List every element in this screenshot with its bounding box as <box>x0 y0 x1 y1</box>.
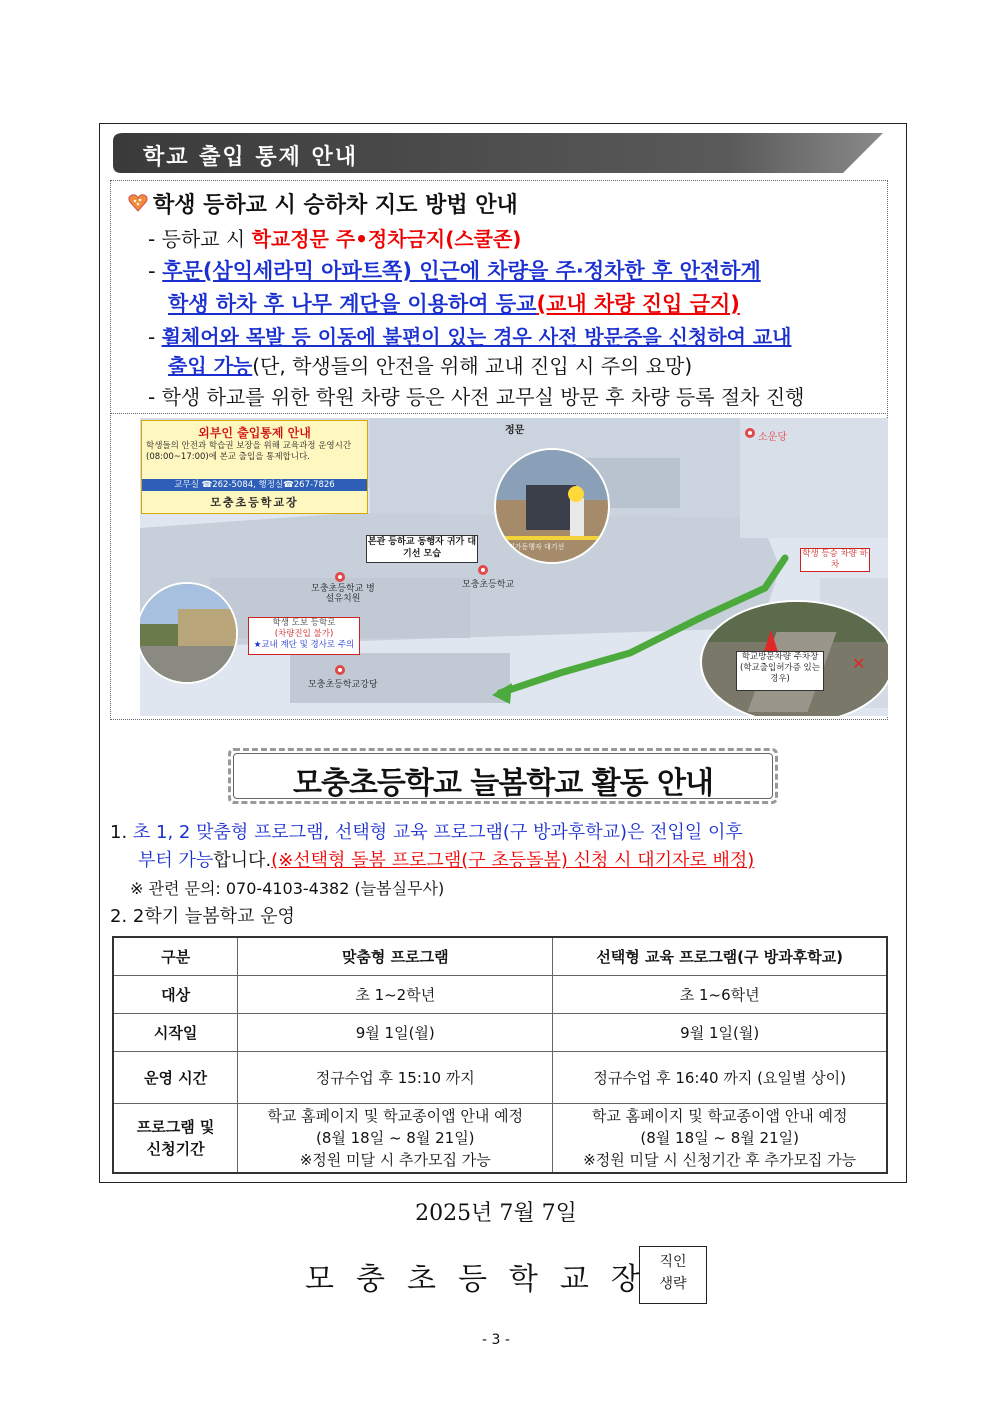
cell-elective-line-2: (8월 18일 ~ 8월 21일) <box>640 1128 799 1147</box>
cell-custom: 정규수업 후 15:10 까지 <box>238 1051 553 1103</box>
sign-phone: 교무실 ☎262-5084, 행정실☎267-7826 <box>142 479 367 491</box>
notice-line-4-dash: - <box>148 325 162 349</box>
section2-title: 모충초등학교 늘봄학교 활동 안내 <box>292 766 714 801</box>
principal-name: 모충초등학교장 <box>305 1262 662 1297</box>
dropoff-box: 학생 등승 차량 하차 <box>800 548 870 572</box>
page-number: - 3 - <box>482 1332 510 1348</box>
notice-line-2 <box>148 255 761 285</box>
parking-box: 학교방문차량 주차장 (학교출입허가증 있는 경우) <box>736 651 824 691</box>
cell-custom: 9월 1일(월) <box>238 1013 553 1051</box>
heart-icon <box>128 193 148 213</box>
walkway-box-line-1: 학생 도보 등학로 <box>272 618 336 628</box>
sign-school: 모충초등학교장 <box>210 496 299 509</box>
item1-text-a: 초 1, 2 맞춤형 프로그램, 선택형 교육 프로그램(구 방과후학교)은 전입일 이후 <box>132 822 743 843</box>
header-custom: 맞춤형 프로그램 <box>238 937 553 975</box>
cell-custom-line-1: 학교 홈페이지 및 학교종이앱 안내 예정 <box>267 1106 524 1125</box>
wheelchair-text: 휠체어와 목발 등 이동에 불편이 있는 경우 사전 방문증을 신청하여 교내 <box>161 325 792 349</box>
notice-divider <box>110 413 888 414</box>
banner-title: 학교 출입 통제 안내 <box>143 145 358 170</box>
gate-label: 정문 <box>505 425 525 436</box>
cell-elective <box>553 1103 887 1173</box>
row-label-line-2: 신청기간 <box>146 1139 205 1158</box>
sign-body: 학생들의 안전과 학습권 보장을 위해 교육과정 운영시간(08:00~17:00)에 본교 출입을 통제합니다. <box>146 441 352 462</box>
table-row <box>113 1013 887 1051</box>
program-table <box>112 936 888 1174</box>
notice-line-4 <box>148 321 792 350</box>
issue-date: 2025년 7월 7일 <box>415 1201 577 1226</box>
item2-line: 2. 2학기 늘봄학교 운영 <box>110 906 295 927</box>
row-label <box>113 1103 238 1173</box>
walkway-box <box>248 617 360 655</box>
row-label-line-1: 프로그램 및 <box>136 1117 215 1136</box>
table-header-row <box>113 937 887 975</box>
header-category: 구분 <box>113 937 238 975</box>
no-entry-text: (교내 차량 진입 금지) <box>536 292 740 316</box>
auditorium-label: 모충초등학교강당 <box>308 680 378 690</box>
waiting-line-box: 본관 등하교 동행자 귀가 대기선 모습 <box>366 535 478 563</box>
seal-line-1: 직인 <box>659 1254 687 1270</box>
item1-rest: 합니다. <box>213 850 272 871</box>
cell-elective: 9월 1일(월) <box>553 1013 887 1051</box>
walkway-box-line-3: ★교내 계단 및 경사로 주의 <box>253 640 355 650</box>
notice-line-3 <box>168 288 740 318</box>
notice-line-6: - 학생 하교를 위한 학원 차량 등은 사전 교무실 방문 후 차량 등록 절차 진행 <box>148 385 805 409</box>
notice-line-2-dash: - <box>148 259 163 283</box>
stairs-text: 학생 하차 후 나무 계단을 이용하여 등교 <box>168 292 537 316</box>
row-label: 운영 시간 <box>113 1051 238 1103</box>
kindergarten-label: 모충초등학교 병설유치원 <box>311 584 375 604</box>
notice-line-5 <box>168 350 692 379</box>
cell-elective-line-3: ※정원 미달 시 신청기간 후 추가모집 가능 <box>583 1150 857 1169</box>
parking-photo: ✕ <box>700 600 888 716</box>
cell-custom <box>238 1103 553 1173</box>
main-building-label: 모충초등학교 <box>462 580 515 590</box>
seal-box <box>639 1246 707 1304</box>
entry-allowed-text: 출입 가능 <box>168 354 253 378</box>
inquiry-line: ※ 관련 문의: 070-4103-4382 (늘봄실무사) <box>130 879 445 898</box>
photo-caption: 귀가동행자 대기선 <box>508 543 565 551</box>
notice-line-1-prefix: - 등하교 시 <box>148 227 252 251</box>
caution-text: (단, 학생들의 안전을 위해 교내 진입 시 주의 요망) <box>252 354 693 378</box>
table-row <box>113 975 887 1013</box>
cell-elective: 초 1~6학년 <box>553 975 887 1013</box>
notice-line-1 <box>148 223 521 252</box>
cell-custom-line-2: (8월 18일 ~ 8월 21일) <box>315 1128 475 1147</box>
header-elective: 선택형 교육 프로그램(구 방과후학교) <box>553 937 887 975</box>
cell-custom: 초 1~2학년 <box>238 975 553 1013</box>
seal-line-2: 생략 <box>659 1276 687 1292</box>
back-gate-text: 후문(삼익세라믹 아파트쪽) 인근에 차량을 주·정차한 후 안전하게 <box>162 259 761 283</box>
visitor-control-sign <box>141 420 368 514</box>
item1-num: 1. <box>110 822 133 843</box>
walkway-photo <box>140 582 238 684</box>
item1-line-1 <box>110 818 743 844</box>
table-row <box>113 1103 887 1173</box>
cell-custom-line-3: ※정원 미달 시 추가모집 가능 <box>299 1150 491 1169</box>
row-label: 대상 <box>113 975 238 1013</box>
row-label: 시작일 <box>113 1013 238 1051</box>
no-stopping-text: 학교정문 주•정차금지(스쿨존) <box>251 227 522 251</box>
notice-title: 학생 등하교 시 승하차 지도 방법 안내 <box>153 193 518 218</box>
cell-elective-line-1: 학교 홈페이지 및 학교종이앱 안내 예정 <box>591 1106 848 1125</box>
table-row <box>113 1051 887 1103</box>
item1-red-note: (※선택형 돌봄 프로그램(구 초등돌봄) 신청 시 대기자로 배정) <box>271 850 755 871</box>
waiting-line-photo <box>494 448 610 564</box>
sign-title: 외부인 출입통제 안내 <box>198 426 311 440</box>
cell-elective: 정규수업 후 16:40 까지 (요일별 상이) <box>553 1051 887 1103</box>
store-label: 소운당 <box>758 432 787 443</box>
item1-text-b: 부터 가능 <box>138 850 214 871</box>
item1-line-2 <box>138 846 754 872</box>
walkway-box-line-2: (차량진입 불가) <box>274 629 334 639</box>
